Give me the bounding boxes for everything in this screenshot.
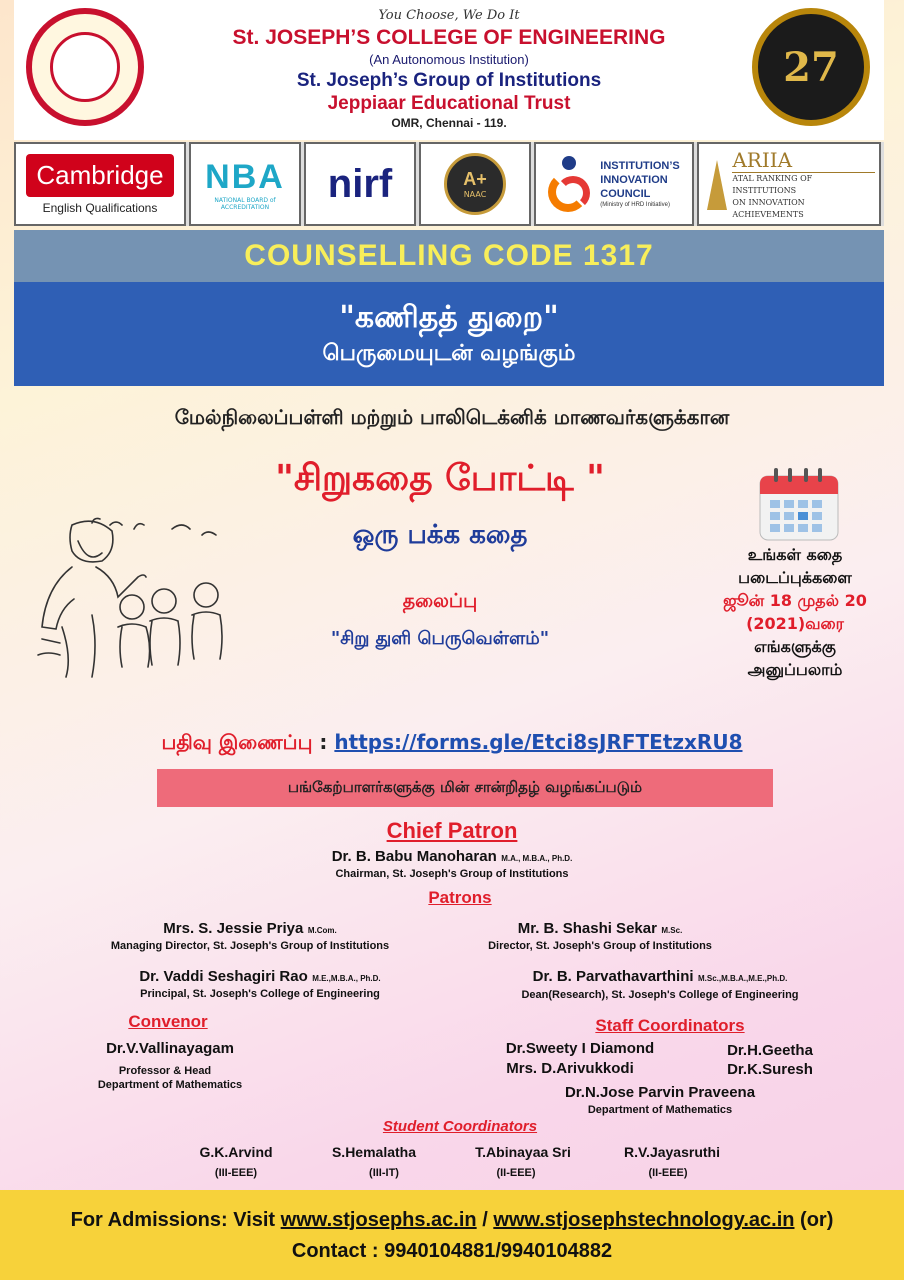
patron-role: Managing Director, St. Joseph's Group of Institutions: [110, 940, 390, 952]
address: OMR, Chennai - 119.: [391, 116, 507, 130]
theme-label: தலைப்பு: [402, 590, 478, 612]
patron-name: Dr. Vaddi Seshagiri Rao: [139, 968, 308, 985]
student-dept: (II-EEE): [496, 1167, 536, 1179]
staff-coordinator: Dr.N.Jose Parvin Praveena: [564, 1084, 756, 1101]
tagline: You Choose, We Do It: [378, 8, 520, 23]
convenor-role: Professor & Head: [118, 1065, 212, 1077]
submission-dates: ஜூன் 18 முதல் 20: [723, 591, 867, 610]
website-link[interactable]: www.stjosephs.ac.in: [280, 1209, 477, 1231]
contact-line: Contact : 9940104881/9940104882: [291, 1240, 613, 1262]
student-name: G.K.Arvind: [199, 1144, 273, 1160]
staff-coordinator: Dr.Sweety I Diamond: [505, 1040, 655, 1057]
patron-name: Mr. B. Shashi Sekar: [517, 920, 657, 937]
college-name: St. JOSEPH’S COLLEGE OF ENGINEERING: [232, 26, 666, 49]
ariia-logo: ARIIA ATAL RANKING OF INSTITUTIONS ON INNOVATION ACHIEVEMENTS: [697, 142, 881, 226]
audience-intro: மேல்நிலைப்பள்ளி மற்றும் பாலிடெக்னிக் மாணவர்களுக்கான: [174, 405, 730, 429]
registration-link[interactable]: https://forms.gle/Etci8sJRFTEtzxRU8: [334, 730, 743, 754]
autonomous-label: (An Autonomous Institution): [369, 52, 529, 67]
student-dept: (III-EEE): [214, 1167, 258, 1179]
accreditation-logos: [14, 142, 884, 226]
chief-patron-role: Chairman, St. Joseph's Group of Institutions: [335, 868, 569, 880]
department-title: "கணிதத் துறை": [339, 300, 559, 335]
registration-label: பதிவு இணைப்பு: [161, 730, 313, 754]
staff-coordinator: Mrs. D.Arivukkodi: [506, 1060, 634, 1077]
theme-text: "சிறு துளி பெருவெள்ளம்": [330, 628, 550, 649]
contest-subtitle: ஒரு பக்க கதை: [352, 520, 528, 550]
storyteller-illustration: [22, 515, 242, 685]
student-dept: (II-EEE): [648, 1167, 688, 1179]
admissions-line: For Admissions: Visit www.stjosephs.ac.in / www.stjosephstechnology.ac.in (or): [70, 1209, 834, 1231]
anniversary-seal-logo: [752, 8, 870, 126]
chief-patron-heading: Chief Patron: [386, 818, 518, 843]
submission-note: உங்கள் கதை படைப்புக்களை ஜூன் 18 முதல் 20 (2021)வரை எங்களுக்கு அனுப்பலாம்: [690, 543, 900, 681]
chief-patron-name: Dr. B. Babu Manoharan: [331, 848, 497, 865]
staff-coordinators-heading: Staff Coordinators: [595, 1016, 745, 1035]
group-name: St. Joseph’s Group of Institutions: [296, 70, 602, 91]
patron-name: Dr. B. Parvathavarthini: [532, 968, 694, 985]
website-link[interactable]: www.stjosephstechnology.ac.in: [493, 1209, 795, 1231]
submission-year: (2021)வரை: [746, 614, 844, 633]
college-header: [14, 0, 884, 140]
calendar-icon: [756, 466, 842, 542]
nirf-logo: nirf: [304, 142, 416, 226]
contest-title: "சிறுகதை போட்டி ": [275, 458, 605, 499]
staff-department: Department of Mathematics: [587, 1104, 733, 1116]
patron-role: Principal, St. Joseph's College of Engineering: [140, 988, 380, 1000]
anniversary-number: 27: [783, 43, 839, 91]
credits-section: Chief Patron Dr. B. Babu Manoharan M.A., M.B.A., Ph.D. Chairman, St. Joseph's Group of Institutions Patrons Mrs. S. Jessie Priya M.Com. Managing Director, St. Joseph's Group of Institutions Mr. B. Shashi Sekar M.Sc. Director, St. Joseph's Group of Institutions Dr. Vaddi Seshagiri Rao M.E.,M.B.A., Ph.D. Principal, St. Joseph's College of Engineering Dr. B. Parvathavarthini M.Sc.,M.B.A.,M.E.,Ph.D. Dean(Research), St. Joseph's College of Engineering Convenor Dr.V.Vallinayagam Professor & Head Department of Mathematics Staff Coordinators Dr.Sweety I Diamond Mrs. D.Arivukkodi Dr.H.Geetha Dr.K.Suresh Dr.N.Jose Parvin Praveena Department of Mathematics Student Coordinators G.K.Arvind (III-EEE) S.Hemalatha (III-IT) T.Abinayaa Sri (II-EEE) R.V.Jayasruthi (II-EEE): [0, 814, 904, 1194]
nba-logo: NBA NATIONAL BOARD of ACCREDITATION: [189, 142, 301, 226]
convenor-dept: Department of Mathematics: [97, 1079, 243, 1091]
naac-logo: A+ NAAC: [419, 142, 531, 226]
certificate-note: பங்கேற்பாளர்களுக்கு மின் சான்றிதழ் வழங்கப்படும்: [157, 769, 773, 807]
registration-line: பதிவு இணைப்பு : https://forms.gle/Etci8sJRFTEtzxRU8: [161, 730, 743, 754]
convenor-name: Dr.V.Vallinayagam: [106, 1040, 234, 1057]
admissions-footer: [0, 1190, 904, 1280]
student-coordinators-heading: Student Coordinators: [382, 1118, 538, 1135]
student-name: S.Hemalatha: [331, 1144, 417, 1160]
student-dept: (III-IT): [369, 1167, 399, 1179]
patron-role: Dean(Research), St. Joseph's College of Engineering: [521, 989, 799, 1001]
patron-role: Director, St. Joseph's Group of Institutions: [488, 940, 712, 952]
trust-name: Jeppiaar Educational Trust: [327, 93, 571, 114]
convenor-heading: Convenor: [128, 1012, 208, 1031]
staff-coordinator: Dr.K.Suresh: [727, 1061, 813, 1078]
cambridge-logo: Cambridge English Qualifications: [14, 142, 186, 226]
staff-coordinator: Dr.H.Geetha: [727, 1042, 813, 1059]
patrons-heading: Patrons: [428, 888, 492, 907]
student-name: R.V.Jayasruthi: [624, 1144, 720, 1160]
student-name: T.Abinayaa Sri: [475, 1144, 571, 1160]
department-banner: [14, 282, 884, 386]
department-subtitle: பெருமையுடன் வழங்கும்: [322, 341, 576, 366]
iic-logo: INSTITUTION’S INNOVATION COUNCIL (Ministry of HRD Initiative): [534, 142, 694, 226]
patron-name: Mrs. S. Jessie Priya: [163, 920, 304, 937]
counselling-code-banner: COUNSELLING CODE 1317: [14, 230, 884, 282]
